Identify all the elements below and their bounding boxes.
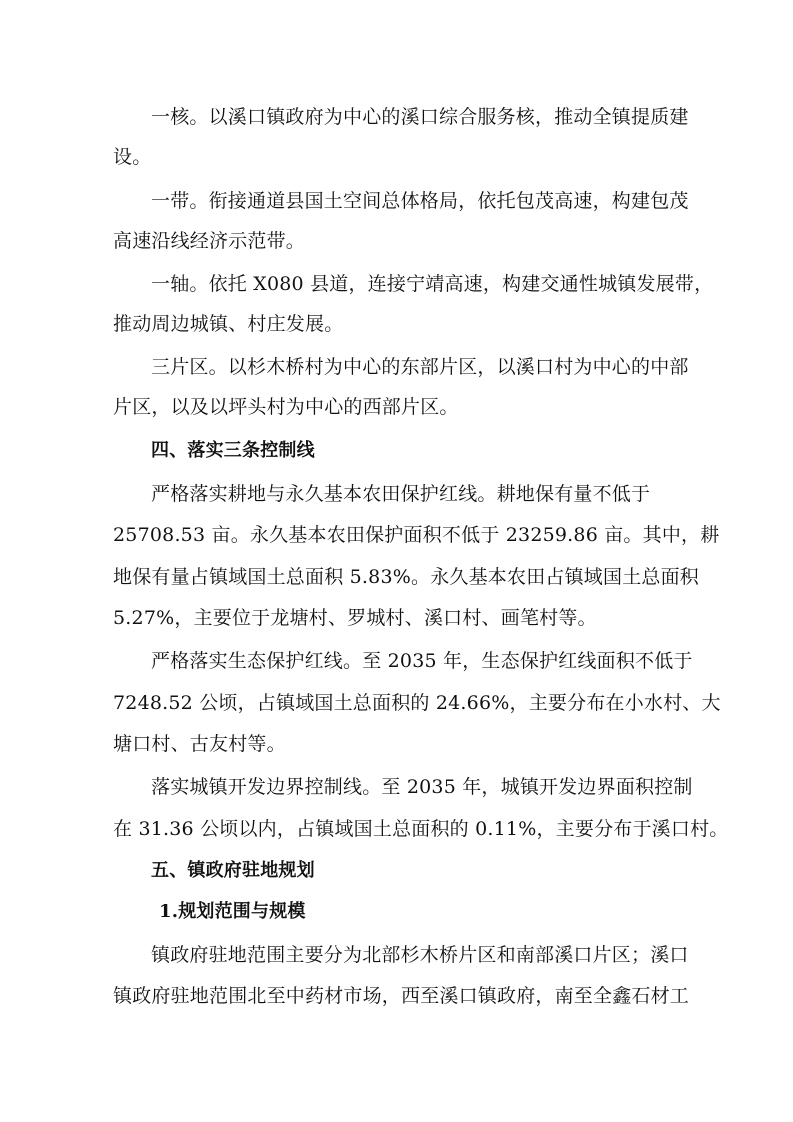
paragraph-ecology-line-3: 塘口村、古友村等。: [113, 733, 286, 755]
paragraph-farmland-line-3: 地保有量占镇域国土总面积 5.83%。永久基本农田占镇域国土总面积: [113, 566, 699, 588]
paragraph-seat-line-1: 镇政府驻地范围主要分为北部杉木桥片区和南部溪口片区；溪口: [151, 944, 689, 966]
paragraph-districts-line-2: 片区，以及以坪头村为中心的西部片区。: [113, 396, 459, 418]
paragraph-core-line-2: 设。: [113, 146, 152, 168]
paragraph-core-line-1: 一核。以溪口镇政府为中心的溪口综合服务核，推动全镇提质建: [151, 106, 689, 128]
section-heading-five: 五、镇政府驻地规划: [151, 860, 315, 881]
paragraph-ecology-line-1: 严格落实生态保护红线。至 2035 年，生态保护红线面积不低于: [151, 650, 693, 672]
paragraph-belt-line-1: 一带。衔接通道县国土空间总体格局，依托包茂高速，构建包茂: [151, 190, 689, 212]
paragraph-farmland-line-2: 25708.53 亩。永久基本农田保护面积不低于 23259.86 亩。其中，耕: [113, 524, 720, 546]
paragraph-urban-line-2: 在 31.36 公顷以内，占镇域国土总面积的 0.11%，主要分布于溪口村。: [113, 818, 729, 840]
paragraph-axis-line-1: 一轴。依托 X080 县道，连接宁靖高速，构建交通性城镇发展带，: [151, 273, 714, 295]
paragraph-ecology-line-2: 7248.52 公顷，占镇域国土总面积的 24.66%，主要分布在小水村、大: [113, 692, 721, 714]
section-heading-four: 四、落实三条控制线: [151, 440, 315, 461]
paragraph-belt-line-2: 高速沿线经济示范带。: [113, 230, 306, 252]
paragraph-farmland-line-1: 严格落实耕地与永久基本农田保护红线。耕地保有量不低于: [151, 483, 651, 505]
subsection-heading-planning-scope: 1.规划范围与规模: [159, 901, 306, 922]
paragraph-urban-line-1: 落实城镇开发边界控制线。至 2035 年，城镇开发边界面积控制: [151, 776, 693, 798]
paragraph-axis-line-2: 推动周边城镇、村庄发展。: [113, 313, 344, 335]
paragraph-farmland-line-4: 5.27%，主要位于龙塘村、罗城村、溪口村、画笔村等。: [113, 607, 597, 629]
paragraph-districts-line-1: 三片区。以杉木桥村为中心的东部片区，以溪口村为中心的中部: [151, 356, 689, 378]
paragraph-seat-line-2: 镇政府驻地范围北至中药材市场，西至溪口镇政府，南至全鑫石材工: [113, 985, 690, 1007]
